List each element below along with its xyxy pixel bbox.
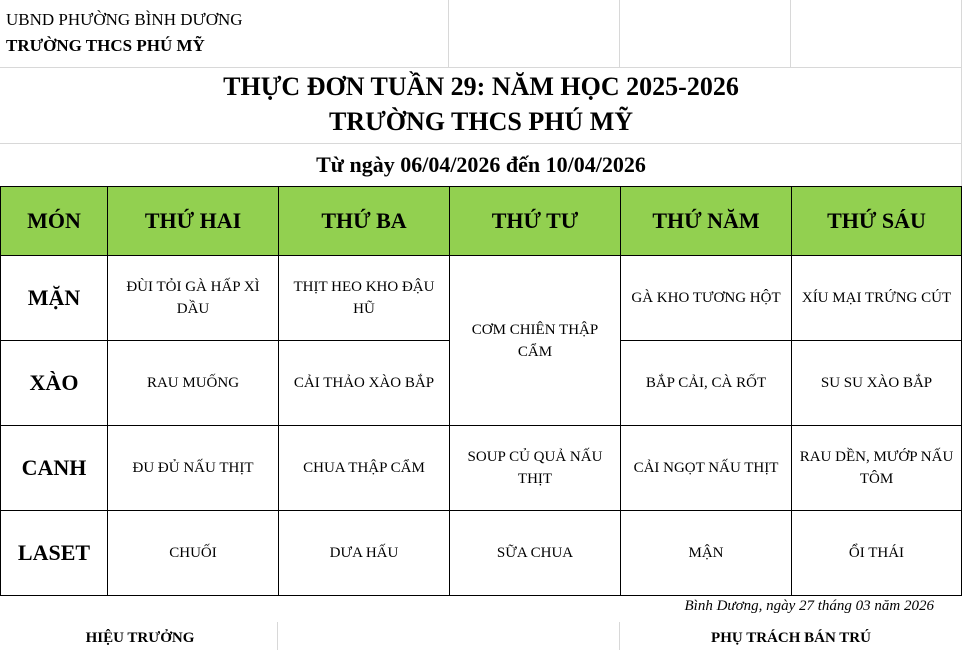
table-cell: RAU MUỐNG: [108, 341, 279, 426]
gridline: [790, 0, 791, 67]
org-line-2: TRƯỜNG THCS PHÚ MỸ: [6, 36, 205, 55]
signer-principal: HIỆU TRƯỞNG: [85, 630, 195, 646]
signer-boarding: PHỤ TRÁCH BÁN TRÚ: [711, 630, 871, 646]
gridline: [448, 0, 449, 67]
gridline: [619, 0, 620, 67]
column-header: THỨ HAI: [108, 187, 279, 256]
column-header: THỨ BA: [279, 187, 450, 256]
table-cell: MẬN: [621, 511, 792, 596]
gridline: [0, 67, 962, 68]
row-label: CANH: [1, 426, 108, 511]
table-cell: CHUỐI: [108, 511, 279, 596]
column-header: THỨ TƯ: [450, 187, 621, 256]
column-header: MÓN: [1, 187, 108, 256]
table-cell: THỊT HEO KHO ĐẬU HŨ: [279, 256, 450, 341]
row-label: LASET: [1, 511, 108, 596]
column-header: THỨ NĂM: [621, 187, 792, 256]
table-cell: DƯA HẤU: [279, 511, 450, 596]
table-cell-merged: CƠM CHIÊN THẬP CẨM: [450, 256, 621, 426]
table-cell: CẢI NGỌT NẤU THỊT: [621, 426, 792, 511]
table-row: [1, 256, 962, 341]
table-cell: ỔI THÁI: [792, 511, 962, 596]
row-label: MẶN: [1, 256, 108, 341]
table-cell: ĐU ĐỦ NẤU THỊT: [108, 426, 279, 511]
page-title: THỰC ĐƠN TUẦN 29: NĂM HỌC 2025-2026: [223, 72, 739, 101]
date-range: Từ ngày 06/04/2026 đến 10/04/2026: [316, 152, 646, 177]
page-subtitle: TRƯỜNG THCS PHÚ MỸ: [328, 107, 634, 136]
column-header: THỨ SÁU: [792, 187, 962, 256]
gridline: [0, 143, 962, 144]
table-cell: GÀ KHO TƯƠNG HỘT: [621, 256, 792, 341]
table-cell: ĐÙI TỎI GÀ HẤP XÌ DẦU: [108, 256, 279, 341]
menu-table: [0, 186, 962, 596]
table-header-row: [1, 187, 962, 256]
table-cell: SỮA CHUA: [450, 511, 621, 596]
table-cell: XÍU MẠI TRỨNG CÚT: [792, 256, 962, 341]
row-label: XÀO: [1, 341, 108, 426]
table-cell: CHUA THẬP CẨM: [279, 426, 450, 511]
table-cell: BẮP CẢI, CÀ RỐT: [621, 341, 792, 426]
table-row: [1, 511, 962, 596]
table-cell: RAU DỀN, MƯỚP NẤU TÔM: [792, 426, 962, 511]
table-cell: SU SU XÀO BẮP: [792, 341, 962, 426]
org-line-1: UBND PHƯỜNG BÌNH DƯƠNG: [6, 10, 243, 29]
table-row: [1, 426, 962, 511]
sign-date: Bình Dương, ngày 27 tháng 03 năm 2026: [684, 598, 934, 614]
table-cell: SOUP CỦ QUẢ NẤU THỊT: [450, 426, 621, 511]
table-cell: CẢI THẢO XÀO BẮP: [279, 341, 450, 426]
